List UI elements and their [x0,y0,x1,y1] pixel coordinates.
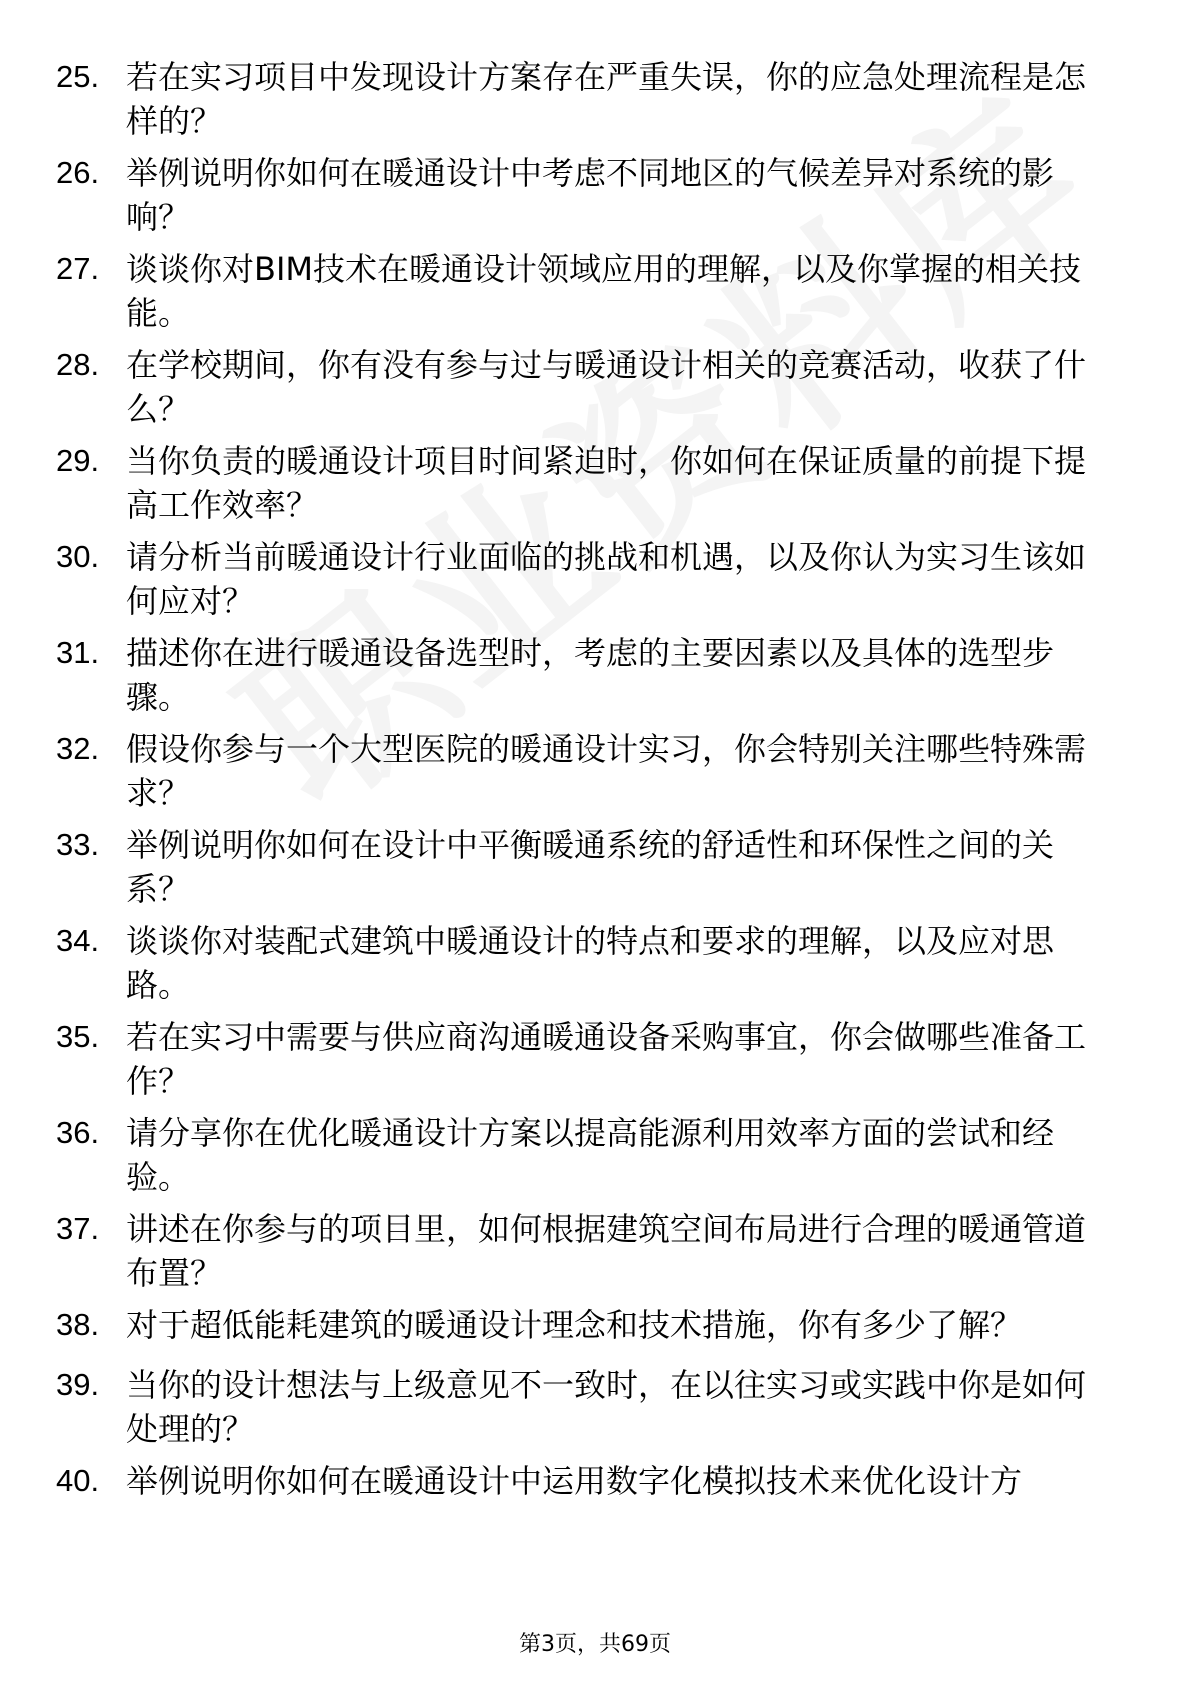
question-text: 请分享你在优化暖通设计方案以提高能源利用效率方面的尝试和经验。 [126,1114,1055,1196]
question-text: 谈谈你对BIM技术在暖通设计领域应用的理解，以及你掌握的相关技能。 [126,250,1082,332]
question-text: 在学校期间，你有没有参与过与暖通设计相关的竞赛活动，收获了什么？ [126,346,1087,428]
question-number: 29. [56,443,100,478]
question-number: 25. [56,59,100,94]
question-item [0,818,1190,914]
question-number: 35. [56,1019,100,1054]
question-text: 举例说明你如何在暖通设计中考虑不同地区的气候差异对系统的影响？ [126,154,1055,236]
question-text: 对于超低能耗建筑的暖通设计理念和技术措施，你有多少了解？ [126,1306,1023,1344]
question-number: 34. [56,923,100,958]
question-item [0,1106,1190,1202]
question-number: 40. [56,1463,100,1498]
question-item [0,1202,1190,1298]
question-number: 37. [56,1211,100,1246]
question-text: 谈谈你对装配式建筑中暖通设计的特点和要求的理解，以及应对思路。 [126,922,1055,1004]
question-item [0,146,1190,242]
question-item [0,530,1190,626]
question-number: 27. [56,251,100,286]
question-number: 28. [56,347,100,382]
question-item [0,434,1190,530]
question-item [0,1298,1190,1358]
question-item [0,1454,1190,1514]
question-list [0,50,1190,1514]
question-number: 39. [56,1367,100,1402]
question-number: 32. [56,731,100,766]
page-footer: 第3页，共69页 [519,1632,671,1657]
question-text: 若在实习中需要与供应商沟通暖通设备采购事宜，你会做哪些准备工作？ [126,1018,1087,1100]
question-text: 讲述在你参与的项目里，如何根据建筑空间布局进行合理的暖通管道布置？ [126,1210,1087,1292]
question-text: 当你负责的暖通设计项目时间紧迫时，你如何在保证质量的前提下提高工作效率？ [126,442,1087,524]
question-text: 当你的设计想法与上级意见不一致时，在以往实习或实践中你是如何处理的？ [126,1366,1087,1448]
question-item [0,338,1190,434]
question-text: 描述你在进行暖通设备选型时，考虑的主要因素以及具体的选型步骤。 [126,634,1055,716]
question-text: 若在实习项目中发现设计方案存在严重失误，你的应急处理流程是怎样的？ [126,58,1087,140]
question-item [0,626,1190,722]
question-item [0,1010,1190,1106]
question-number: 30. [56,539,100,574]
question-number: 31. [56,635,100,670]
question-item [0,1358,1190,1454]
question-item [0,914,1190,1010]
question-item [0,242,1190,338]
question-number: 36. [56,1115,100,1150]
question-text: 请分析当前暖通设计行业面临的挑战和机遇，以及你认为实习生该如何应对？ [126,538,1087,620]
question-number: 33. [56,827,100,862]
question-text: 假设你参与一个大型医院的暖通设计实习，你会特别关注哪些特殊需求？ [126,730,1087,812]
question-text: 举例说明你如何在暖通设计中运用数字化模拟技术来优化设计方 [126,1462,1023,1500]
question-item [0,50,1190,146]
question-number: 26. [56,155,100,190]
question-text: 举例说明你如何在设计中平衡暖通系统的舒适性和环保性之间的关系？ [126,826,1055,908]
question-item [0,722,1190,818]
question-number: 38. [56,1307,100,1342]
